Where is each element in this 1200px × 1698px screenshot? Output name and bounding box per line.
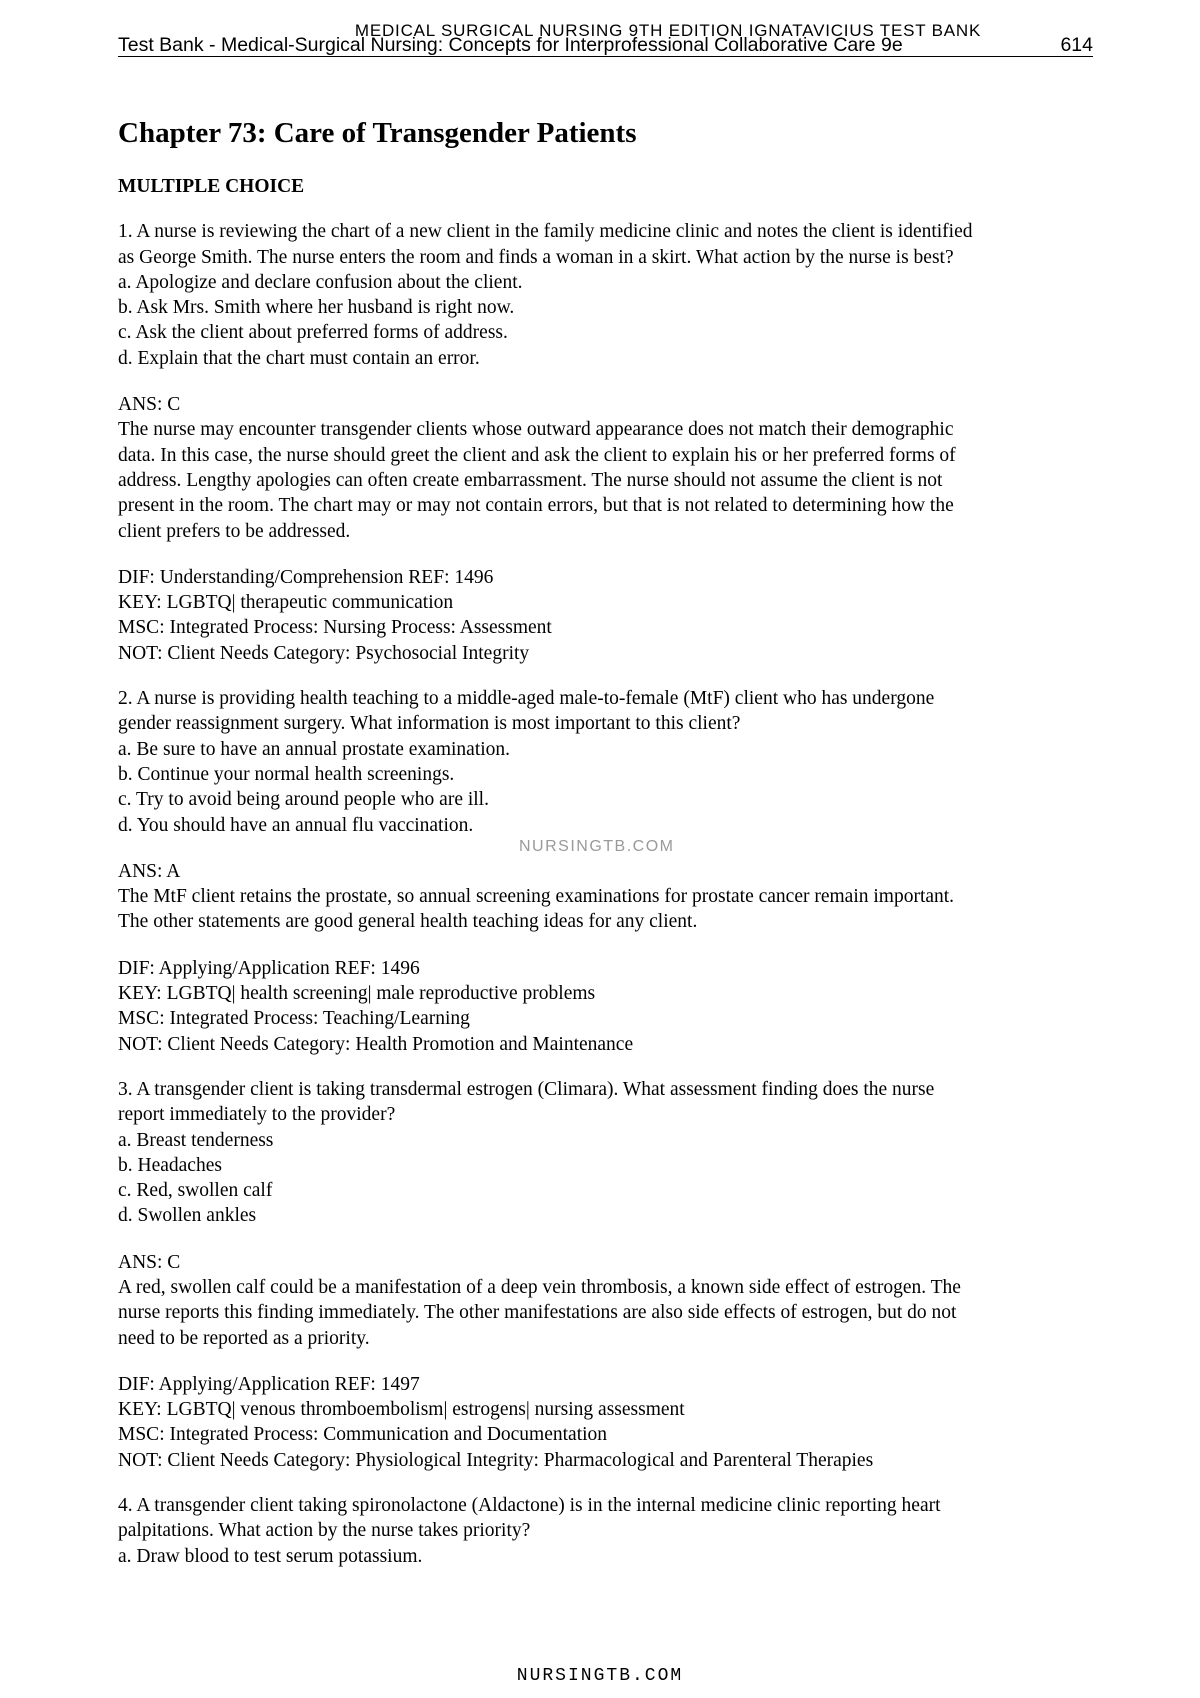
meta-line: KEY: LGBTQ| therapeutic communication — [118, 592, 454, 614]
question-stem-line: 3. A transgender client is taking transdermal estrogen (Climara). What assessment finding does the nurse — [118, 1078, 935, 1100]
footer-watermark: NURSINGTB.COM — [516, 1666, 684, 1686]
meta-line: NOT: Client Needs Category: Health Promotion and Maintenance — [118, 1033, 634, 1055]
answer-option: b. Ask Mrs. Smith where her husband is right now. — [118, 297, 515, 319]
rationale-line: data. In this case, the nurse should greet the client and ask the client to explain his or her preferred forms of — [118, 444, 956, 466]
question-stem-line: 2. A nurse is providing health teaching to a middle-aged male-to-female (MtF) client who has undergone — [118, 688, 935, 710]
answer-key: ANS: C — [118, 1251, 181, 1273]
rationale-line: address. Lengthy apologies can often create embarrassment. The nurse should not assume the client is not — [118, 469, 943, 491]
answer-option: d. Swollen ankles — [118, 1205, 257, 1227]
meta-line: MSC: Integrated Process: Communication and Documentation — [118, 1424, 608, 1446]
meta-line: KEY: LGBTQ| venous thromboembolism| estrogens| nursing assessment — [118, 1399, 685, 1421]
rationale-line: client prefers to be addressed. — [118, 520, 351, 542]
header-running-title: Test Bank - Medical-Surgical Nursing: Concepts for Interprofessional Collaborative Care 9e — [118, 34, 903, 56]
question-stem-line: as George Smith. The nurse enters the room and finds a woman in a skirt. What action by the nurse is best? — [118, 246, 954, 268]
answer-option: a. Breast tenderness — [118, 1129, 274, 1151]
meta-line: DIF: Understanding/Comprehension REF: 1496 — [118, 566, 494, 588]
question-4 — [118, 1493, 1093, 1569]
answer-option: d. Explain that the chart must contain an error. — [118, 347, 480, 369]
answer-option: b. Headaches — [118, 1154, 222, 1176]
answer-option: a. Apologize and declare confusion about the client. — [118, 271, 523, 293]
question-stem-line: 1. A nurse is reviewing the chart of a new client in the family medicine clinic and notes the client is identified — [118, 221, 973, 243]
meta-line: DIF: Applying/Application REF: 1496 — [118, 957, 420, 979]
meta-line: MSC: Integrated Process: Nursing Process: Assessment — [118, 617, 552, 639]
watermark: NURSINGTB.COM — [519, 838, 675, 855]
answer-option: c. Ask the client about preferred forms of address. — [118, 322, 508, 344]
meta-line: DIF: Applying/Application REF: 1497 — [118, 1373, 420, 1395]
question-1 — [118, 219, 1093, 666]
question-stem-line: 4. A transgender client taking spironolactone (Aldactone) is in the internal medicine clinic reporting heart — [118, 1495, 941, 1517]
question-3 — [118, 1077, 1093, 1473]
page-number: 614 — [1060, 34, 1093, 56]
answer-key: ANS: C — [118, 394, 181, 416]
rationale-line: present in the room. The chart may or may not contain errors, but that is not related to determining how the — [118, 495, 954, 517]
rationale-line: nurse reports this finding immediately. The other manifestations are also side effects of estrogen, but do not — [118, 1302, 957, 1324]
rationale-line: need to be reported as a priority. — [118, 1327, 370, 1349]
header-overlay-text: MEDICAL SURGICAL NURSING 9TH EDITION IGNATAVICIUS TEST BANK — [354, 21, 982, 40]
rationale-line: The other statements are good general health teaching ideas for any client. — [118, 911, 698, 933]
meta-line: NOT: Client Needs Category: Physiological Integrity: Pharmacological and Parenteral Therapies — [118, 1449, 874, 1471]
meta-line: KEY: LGBTQ| health screening| male reproductive problems — [118, 983, 596, 1005]
rationale-line: The MtF client retains the prostate, so annual screening examinations for prostate cancer remain important. — [118, 886, 955, 908]
answer-option: d. You should have an annual flu vaccination. — [118, 814, 474, 836]
answer-option: c. Try to avoid being around people who are ill. — [118, 789, 489, 811]
chapter-title: Chapter 73: Care of Transgender Patients — [118, 117, 637, 149]
answer-option: a. Draw blood to test serum potassium. — [118, 1545, 423, 1567]
answer-option: c. Red, swollen calf — [118, 1180, 273, 1202]
section-heading: MULTIPLE CHOICE — [118, 176, 305, 197]
answer-option: b. Continue your normal health screenings. — [118, 763, 455, 785]
question-stem-line: report immediately to the provider? — [118, 1104, 396, 1126]
meta-line: MSC: Integrated Process: Teaching/Learning — [118, 1008, 470, 1030]
question-stem-line: palpitations. What action by the nurse takes priority? — [118, 1520, 531, 1542]
answer-option: a. Be sure to have an annual prostate examination. — [118, 738, 511, 760]
rationale-line: A red, swollen calf could be a manifestation of a deep vein thrombosis, a known side effect of estrogen. The — [118, 1276, 961, 1298]
meta-line: NOT: Client Needs Category: Psychosocial Integrity — [118, 642, 530, 664]
question-stem-line: gender reassignment surgery. What information is most important to this client? — [118, 713, 741, 735]
page-header — [118, 22, 1093, 57]
question-2 — [118, 686, 1093, 1057]
rationale-line: The nurse may encounter transgender clients whose outward appearance does not match their demographic — [118, 419, 954, 441]
answer-key: ANS: A — [118, 860, 181, 882]
